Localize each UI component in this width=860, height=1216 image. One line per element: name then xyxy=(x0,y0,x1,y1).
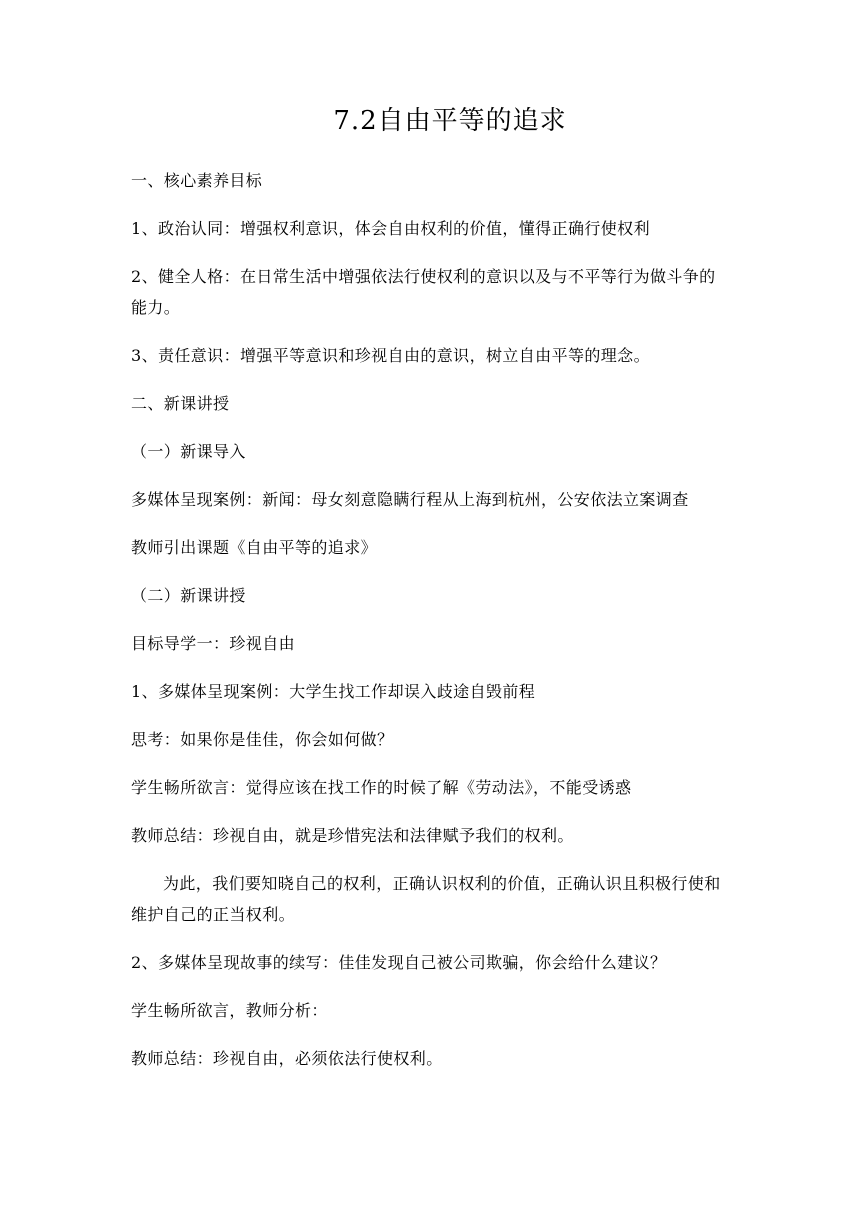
paragraph-teacher-summary-1: 教师总结：珍视自由，就是珍惜宪法和法律赋予我们的权利。 xyxy=(131,826,574,845)
paragraph-case-news: 多媒体呈现案例：新闻：母女刻意隐瞒行程从上海到杭州，公安依法立案调查 xyxy=(131,490,689,509)
subsection-heading-lecture: （二）新课讲授 xyxy=(131,586,246,605)
paragraph-case-1: 1、多媒体呈现案例：大学生找工作却误入歧途自毁前程 xyxy=(131,682,536,701)
paragraph-question: 思考：如果你是佳佳，你会如何做？ xyxy=(131,730,394,749)
section-heading-lecture: 二、新课讲授 xyxy=(131,394,230,413)
paragraph-student-response: 学生畅所欲言：觉得应该在找工作的时候了解《劳动法》，不能受诱惑 xyxy=(131,778,632,797)
goal-item-1: 1、政治认同：增强权利意识，体会自由权利的价值，懂得正确行使权利 xyxy=(131,219,650,238)
paragraph-student-analysis: 学生畅所欲言，教师分析： xyxy=(131,1001,328,1020)
document-title: 7.2自由平等的追求 xyxy=(333,106,567,136)
paragraph-topic-intro: 教师引出课题《自由平等的追求》 xyxy=(131,538,378,557)
goal-item-3: 3、责任意识：增强平等意识和珍视自由的意识，树立自由平等的理念。 xyxy=(131,346,650,365)
paragraph-explanation: 为此，我们要知晓自己的权利，正确认识权利的价值，正确认识且积极行使和维护自己的正当权利。 xyxy=(131,874,721,924)
paragraph-teacher-summary-2: 教师总结：珍视自由，必须依法行使权利。 xyxy=(131,1049,443,1068)
section-heading-goals: 一、核心素养目标 xyxy=(131,171,263,190)
subsection-heading-intro: （一）新课导入 xyxy=(131,442,246,461)
goal-item-2: 2、健全人格：在日常生活中增强依法行使权利的意识以及与不平等行为做斗争的能力。 xyxy=(131,267,716,317)
document-body xyxy=(131,165,731,1091)
objective-heading-1: 目标导学一：珍视自由 xyxy=(131,634,296,653)
paragraph-case-2: 2、多媒体呈现故事的续写：佳佳发现自己被公司欺骗，你会给什么建议？ xyxy=(131,953,667,972)
